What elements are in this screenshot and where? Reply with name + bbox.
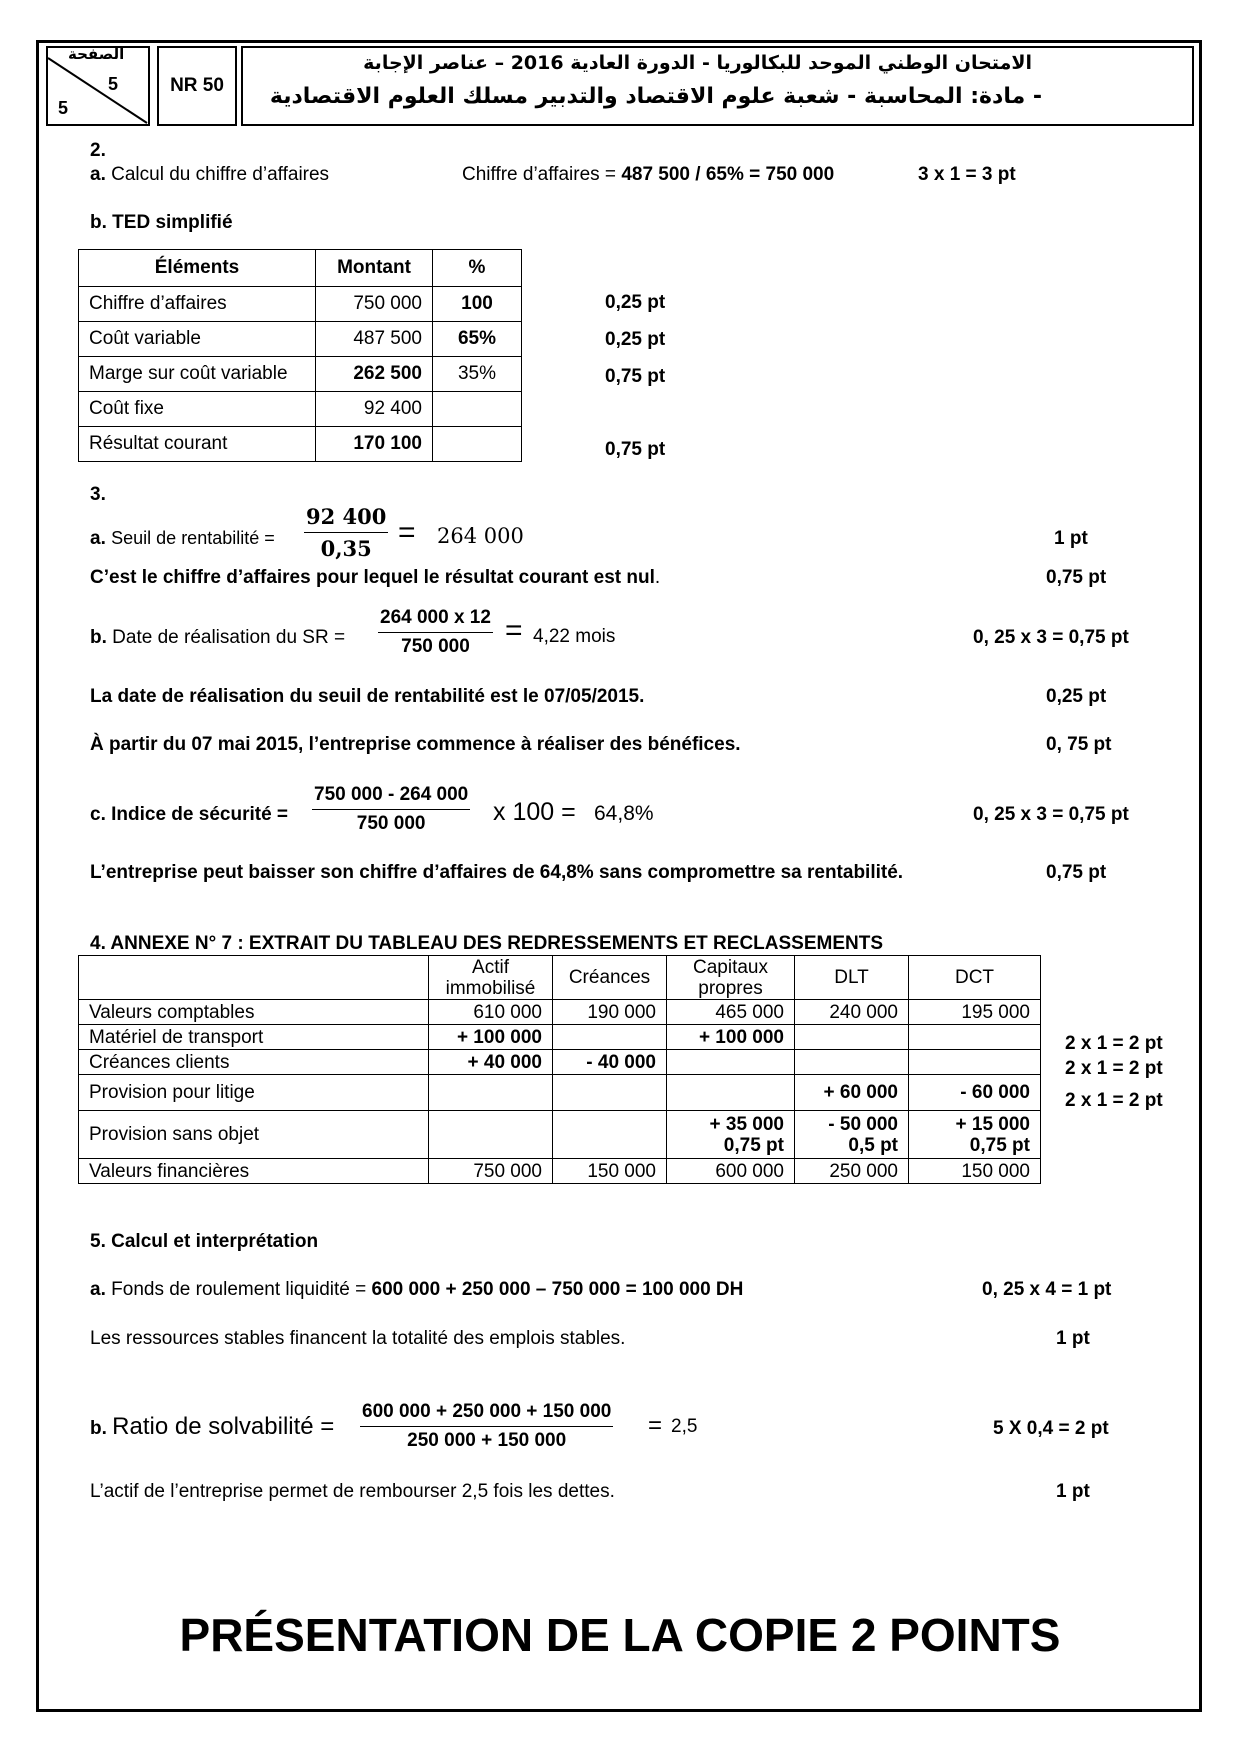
annexe-points: 2 x 1 = 2 pt (1065, 1058, 1163, 1079)
annexe-cell (795, 1050, 909, 1075)
annexe-cell: - 60 000 (909, 1075, 1041, 1111)
s5-b-fraction (360, 1401, 613, 1452)
annexe-cell (909, 1111, 1041, 1159)
annexe-cell: 250 000 (795, 1159, 909, 1184)
ted-cell-pct: 65% (433, 322, 522, 357)
ted-cell-montant: 170 100 (316, 427, 433, 462)
annexe-cell: 240 000 (795, 1000, 909, 1025)
annexe-cell: + 40 000 (429, 1050, 553, 1075)
s3-c-equals: = (561, 798, 576, 826)
s3-b-result: 4,22 mois (533, 626, 616, 647)
annexe-cell: 150 000 (909, 1159, 1041, 1184)
annexe-header-blank (79, 956, 429, 1000)
s3-a-def-points: 0,75 pt (1046, 567, 1107, 588)
s5-b-comment-points: 1 pt (1056, 1481, 1090, 1502)
annexe-cell: 750 000 (429, 1159, 553, 1184)
s2-a-formula-prefix: Chiffre d’affaires = (462, 164, 622, 185)
s5-a-formula: 600 000 + 250 000 – 750 000 = 100 000 DH (371, 1279, 744, 1300)
annexe-cell: 195 000 (909, 1000, 1041, 1025)
s2-b-title: b. TED simplifié (90, 212, 233, 233)
annexe-cell (429, 1111, 553, 1159)
annexe-cell-points: 0,5 pt (848, 1134, 898, 1156)
presentation-footer: PRÉSENTATION DE LA COPIE 2 POINTS (179, 1609, 1061, 1661)
page-label: الصفحة (68, 45, 125, 63)
s3-b-points: 0, 25 x 3 = 0,75 pt (973, 627, 1129, 648)
exam-title-line1: الامتحان الوطني الموحد للبكالوريا - الدورة العادية 2016 – عناصر الإجابة (363, 52, 1032, 74)
s2-a-formula (462, 164, 834, 186)
exam-title-box (241, 46, 1194, 126)
s3-c-fraction (312, 784, 470, 835)
s3-a-text: Seuil de rentabilité = (111, 528, 275, 548)
ted-cell-pct: 35% (433, 357, 522, 392)
annexe-cell-value: + 15 000 (955, 1113, 1030, 1135)
annexe-row-label: Provision pour litige (79, 1075, 429, 1111)
annexe-cell-points: 0,75 pt (723, 1134, 784, 1156)
s5-a-comment: Les ressources stables financent la totalité des emplois stables. (90, 1328, 626, 1349)
s3-c-points: 0, 25 x 3 = 0,75 pt (973, 804, 1129, 825)
table-row (79, 1000, 1041, 1025)
ted-cell-pct: 100 (433, 287, 522, 322)
s3-a-numerator: 92 400 (306, 504, 387, 529)
table-row (79, 287, 522, 322)
s3-a-def-text: C’est le chiffre d’affaires pour lequel le résultat courant est nul (90, 567, 655, 588)
annexe-row-label: Valeurs comptables (79, 1000, 429, 1025)
s5-a-text: Fonds de roulement liquidité = (111, 1279, 372, 1300)
s5-b-label: b. (90, 1418, 107, 1439)
annexe-cell (795, 1111, 909, 1159)
ted-cell-label: Marge sur coût variable (79, 357, 316, 392)
annexe-header-dlt: DLT (795, 956, 909, 1000)
s3-b-line1: La date de réalisation du seuil de rentabilité est le 07/05/2015. (90, 686, 645, 707)
annexe-cell: + 100 000 (429, 1025, 553, 1050)
table-row (79, 1111, 1041, 1159)
s3-b-line2-points: 0, 75 pt (1046, 734, 1112, 755)
ted-header-elements: Éléments (79, 250, 316, 287)
table-row (79, 357, 522, 392)
s3-a-definition (90, 567, 660, 589)
annexe-cell (667, 1075, 795, 1111)
annexe-cell-points: 0,75 pt (969, 1134, 1030, 1156)
s5-title: 5. Calcul et interprétation (90, 1231, 319, 1252)
annexe-cell: + 100 000 (667, 1025, 795, 1050)
s3-c-mult (493, 798, 576, 827)
s2-a-formula-value: 487 500 / 65% = 750 000 (621, 164, 835, 185)
ted-points: 0,75 pt (605, 366, 666, 387)
s3-a-fraction (304, 504, 388, 561)
annexe-cell (429, 1075, 553, 1111)
s3-c-denominator: 750 000 (312, 809, 470, 835)
ted-header-percent: % (433, 250, 522, 287)
annexe-row-label: Valeurs financières (79, 1159, 429, 1184)
s5-a-points: 0, 25 x 4 = 1 pt (982, 1279, 1112, 1300)
s3-b-fraction (378, 607, 493, 658)
s3-c-line: L’entreprise peut baisser son chiffre d’affaires de 64,8% sans compromettre sa rentabilité. (90, 862, 904, 883)
s3-c-numerator: 750 000 - 264 000 (314, 784, 469, 805)
ted-cell-label: Coût fixe (79, 392, 316, 427)
annexe-cell (553, 1025, 667, 1050)
annexe-cell: 150 000 (553, 1159, 667, 1184)
annexe-row-label: Matériel de transport (79, 1025, 429, 1050)
annexe-points: 2 x 1 = 2 pt (1065, 1033, 1163, 1054)
ted-cell-label: Coût variable (79, 322, 316, 357)
annexe-cell (909, 1025, 1041, 1050)
s3-b-numerator: 264 000 x 12 (380, 607, 491, 628)
s5-b-line (90, 1413, 334, 1441)
s5-b-numerator: 600 000 + 250 000 + 150 000 (362, 1401, 612, 1422)
annexe-header-actif: Actif immobilisé (429, 956, 553, 1000)
ted-cell-montant: 487 500 (316, 322, 433, 357)
s3-b-line (90, 627, 345, 649)
annexe-header-creances: Créances (553, 956, 667, 1000)
ted-points: 0,25 pt (605, 329, 666, 350)
ted-table (78, 249, 522, 462)
s3-a-line (90, 528, 275, 550)
s3-b-equals: = (505, 614, 523, 647)
s3-a-points: 1 pt (1054, 528, 1088, 549)
annexe-row-label: Provision sans objet (79, 1111, 429, 1159)
annexe-cell: 465 000 (667, 1000, 795, 1025)
s2-a-text: Calcul du chiffre d’affaires (111, 164, 330, 185)
section-2-number: 2. (90, 140, 106, 161)
annexe-cell (667, 1111, 795, 1159)
s5-b-equals: = (648, 1412, 663, 1439)
ted-points: 0,25 pt (605, 292, 666, 313)
ted-cell-montant: 262 500 (316, 357, 433, 392)
annexe-cell (553, 1075, 667, 1111)
exam-title-line2: - مادة: المحاسبة - شعبة علوم الاقتصاد والتدبير مسلك العلوم الاقتصادية (269, 84, 1042, 109)
annexe-points: 2 x 1 = 2 pt (1065, 1090, 1163, 1111)
annexe-header-dct: DCT (909, 956, 1041, 1000)
annexe-cell: 190 000 (553, 1000, 667, 1025)
s3-a-equals: = (398, 516, 416, 549)
s5-a-comment-points: 1 pt (1056, 1328, 1090, 1349)
s3-b-denominator: 750 000 (378, 632, 493, 658)
s5-a-line (90, 1279, 743, 1301)
s3-c-text: c. Indice de sécurité = (90, 804, 289, 825)
ted-header-montant: Montant (316, 250, 433, 287)
s3-b-text: Date de réalisation du SR = (112, 627, 346, 648)
ted-cell-pct (433, 427, 522, 462)
ted-points: 0,75 pt (605, 439, 666, 460)
annexe-cell (795, 1025, 909, 1050)
page-total: 5 (58, 98, 69, 118)
annexe-cell: 600 000 (667, 1159, 795, 1184)
annexe-cell (909, 1050, 1041, 1075)
s2-a-points: 3 x 1 = 3 pt (918, 164, 1016, 185)
annexe-cell-value: - 50 000 (828, 1113, 898, 1135)
s3-a-label: a. (90, 528, 106, 549)
table-row (79, 1159, 1041, 1184)
s2-a-line (90, 164, 329, 186)
table-row (79, 1075, 1041, 1111)
s5-b-comment: L’actif de l’entreprise permet de rembourser 2,5 fois les dettes. (90, 1481, 615, 1502)
page-number: 5 (108, 74, 119, 94)
s5-b-text: Ratio de solvabilité = (112, 1413, 335, 1440)
section-3-number: 3. (90, 484, 106, 505)
ted-cell-montant: 92 400 (316, 392, 433, 427)
ted-cell-label: Résultat courant (79, 427, 316, 462)
table-row (79, 392, 522, 427)
exam-code: NR 50 (157, 46, 237, 126)
s5-a-label: a. (90, 1279, 106, 1300)
table-row (79, 1025, 1041, 1050)
ted-cell-label: Chiffre d’affaires (79, 287, 316, 322)
s3-c-line-points: 0,75 pt (1046, 862, 1107, 883)
annexe-cell (553, 1111, 667, 1159)
s3-b-line2: À partir du 07 mai 2015, l’entreprise commence à réaliser des bénéfices. (90, 734, 741, 755)
annexe-cell (667, 1050, 795, 1075)
s5-b-points: 5 X 0,4 = 2 pt (993, 1418, 1109, 1439)
annexe-cell-value: + 35 000 (709, 1113, 784, 1135)
s5-b-denominator: 250 000 + 150 000 (360, 1426, 613, 1452)
annexe-table (78, 955, 1041, 1184)
annexe-cell: + 60 000 (795, 1075, 909, 1111)
annexe-row-label: Créances clients (79, 1050, 429, 1075)
ted-cell-montant: 750 000 (316, 287, 433, 322)
s3-c-result: 64,8% (594, 802, 654, 825)
s3-b-label: b. (90, 627, 107, 648)
table-row (79, 322, 522, 357)
table-row (79, 1050, 1041, 1075)
table-row (79, 427, 522, 462)
s3-a-def-dot: . (654, 567, 661, 588)
ted-cell-pct (433, 392, 522, 427)
s3-a-denominator: 0,35 (304, 532, 388, 561)
annexe-cell: - 40 000 (553, 1050, 667, 1075)
annexe-header-capitaux: Capitaux propres (667, 956, 795, 1000)
s5-b-result: 2,5 (671, 1416, 698, 1437)
s2-a-label: a. (90, 164, 106, 185)
page-number-box (46, 46, 150, 126)
s3-c-mult-text: x 100 (493, 798, 555, 826)
s4-title: 4. ANNEXE N° 7 : EXTRAIT DU TABLEAU DES REDRESSEMENTS ET RECLASSEMENTS (90, 933, 884, 954)
s3-b-line1-points: 0,25 pt (1046, 686, 1107, 707)
s3-a-result: 264 000 (437, 524, 524, 548)
annexe-cell: 610 000 (429, 1000, 553, 1025)
